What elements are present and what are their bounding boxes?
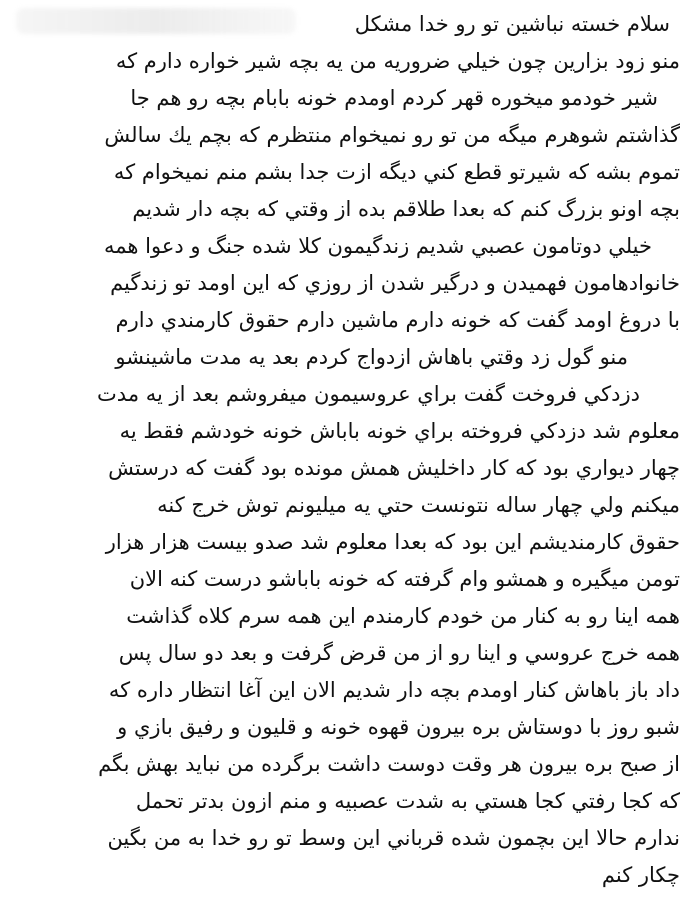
post-line: منو گول زد وقتي باهاش ازدواج کردم بعد يه مدت ماشينشو xyxy=(115,345,628,369)
post-line: شير خودمو ميخوره قهر کردم اومدم خونه بابام بچه رو هم جا xyxy=(130,86,658,110)
post-line: معلوم شد دزدکي فروخته براي خونه باباش خونه خودشم فقط يه xyxy=(119,419,680,443)
post-line: ميکنم ولي چهار ساله نتونست حتي يه ميليونم توش خرج کنه xyxy=(157,493,680,517)
post-line: ندارم حالا اين بچمون شده قرباني اين وسط تو رو خدا به من بگين xyxy=(107,826,680,850)
post-line: شبو روز با دوستاش بره بيرون قهوه خونه و قليون و رفيق بازي و xyxy=(117,715,680,739)
post-line: چهار ديواري بود که کار داخليش همش مونده بود گفت که درستش xyxy=(108,456,680,480)
post-line: تومن ميگيره و همشو وام گرفته که خونه باباشو درست کنه الان xyxy=(129,567,680,591)
post-line: گذاشتم شوهرم ميگه من تو رو نميخوام منتظرم که بچم يك سالش xyxy=(104,123,680,147)
post-line: که کجا رفتي کجا هستي به شدت عصبيه و منم ازون بدتر تحمل xyxy=(135,789,680,813)
post-line: سلام خسته نباشين تو رو خدا مشکل xyxy=(354,12,670,36)
post-line: حقوق کارمنديشم اين بود که بعدا معلوم شد صدو بيست هزار هزار xyxy=(105,530,680,554)
post-body xyxy=(14,6,680,894)
post-line: تموم بشه که شيرتو قطع کني ديگه ازت جدا بشم منم نميخوام که xyxy=(113,160,680,184)
post-line: از صبح بره بيرون هر وقت دوست داشت برگرده من نبايد بهش بگم xyxy=(98,752,680,776)
post-line: با دروغ اومد گفت که خونه دارم ماشين دارم حقوق کارمندي دارم xyxy=(115,308,680,332)
post-line: خانوادهامون فهميدن و درگير شدن از روزي که اين اومد تو زندگيم xyxy=(110,271,680,295)
post-line: دزدکي فروخت گفت براي عروسيمون ميفروشم بعد از يه مدت xyxy=(97,382,640,406)
post-line: منو زود بزارين چون خيلي ضروريه من يه بچه شير خواره دارم که xyxy=(115,49,680,73)
post-line: همه خرج عروسي و اينا رو از من قرض گرفت و بعد دو سال پس xyxy=(118,641,680,665)
post-line: همه اينا رو به کنار من خودم کارمندم اين همه سرم کلاه گذاشت xyxy=(126,604,680,628)
post-line: داد باز باهاش کنار اومدم بچه دار شديم الان اين آغا انتظار داره که xyxy=(108,678,680,702)
post-line: چکار کنم xyxy=(601,863,680,887)
post-line: خيلي دوتامون عصبي شديم زندگيمون کلا شده جنگ و دعوا همه xyxy=(104,234,652,258)
post-line: بچه اونو بزرگ کنم که بعدا طلاقم بده از وقتي که بچه دار شديم xyxy=(132,197,680,221)
